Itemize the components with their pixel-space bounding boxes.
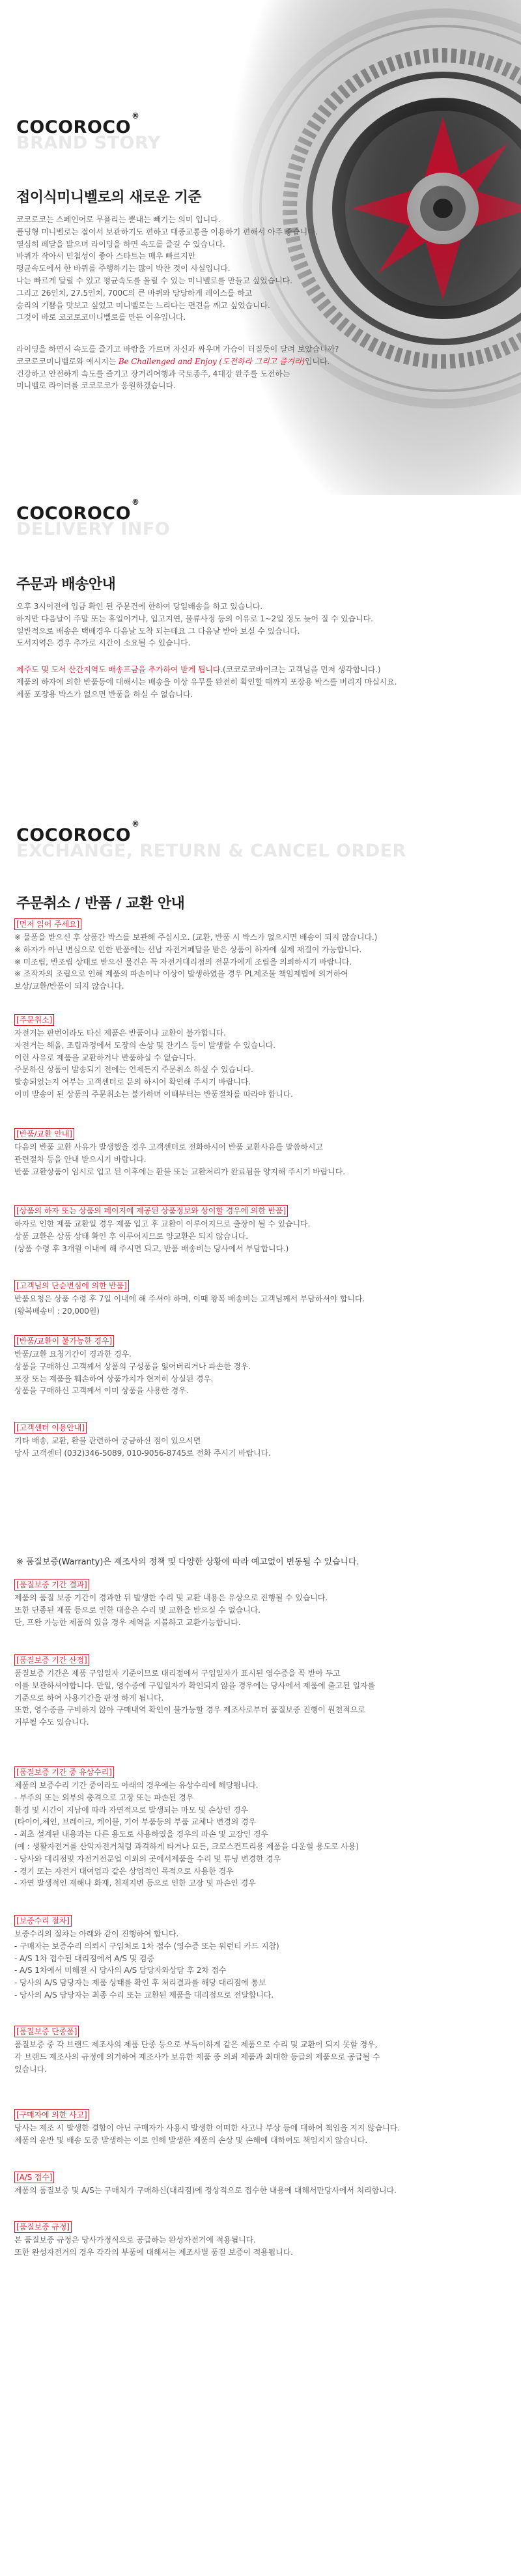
warranty-discontinued: [품질보증 단종품] 품질보증 중 각 브랜드 제조사의 제품 단종 등으로 부득이하게 같은 제품으로 수리 및 교환이 되지 못할 경우, 각 브랜드 제조사의 규정에 의거하여 제조사가 보유한 제품 중 의뢰 제품과 최대한 등급의 제품으로 공급될 수 있습니다. [14, 2027, 380, 2074]
section-label: [품질보증 규정] [14, 2221, 72, 2233]
section-label: [상품의 하자 또는 상품의 페이지에 제공된 상품정보와 상이할 경우에 의한 반품] [14, 1205, 288, 1217]
section-label: [구매자에 의한 사고] [14, 2109, 89, 2121]
section-not-returnable: [반품/교환이 불가능한 경우] 반품/교환 요청기간이 경과한 경우. 상품을 구매하신 고객께서 상품의 구성품을 잃어버리거나 파손한 경우. 포장 또는 제품을 훼손하여 상품가치가 현저히 상실된 경우. 상품을 구매하신 고객께서 이미 상품을 사용한 경우. [14, 1337, 251, 1396]
delivery-subtitle: DELIVERY INFO [16, 519, 171, 539]
warranty-title: ※ 품질보증(Warranty)은 제조사의 정책 및 다양한 상황에 따라 예고없이 변동될 수 있습니다. [16, 1557, 359, 1567]
section-label: [주문취소] [14, 1014, 54, 1026]
section-simple-change-of-mind: [고객님의 단순변심에 의한 반품] 반품요청은 상품 수령 후 7일 이내에 해 주셔야 하며, 이때 왕복 배송비는 고객님께서 부담하셔야 합니다. (왕복배송비 : 20,000원) [14, 1281, 365, 1316]
section-label: [품질보증 기간 산정] [14, 1654, 89, 1666]
section-label: [반품/교환 안내] [14, 1128, 74, 1140]
section-label: [보증수리 절차] [14, 1915, 72, 1927]
warranty-period: [품질보증 기간 산정] 품질보증 기간은 제품 구입일자 기준이므로 대리점에서 구입일자가 표시된 영수증을 꼭 받아 두고 이를 보관하셔야합니다. 만일, 영수증에 구입일자가 확인되지 않을 경우에는 당사에서 제품에 출고된 일자를 기준으로 하여 사용기간을 판정 하게 됩니다. 또한, 영수증을 구비하지 않아 구매내역 확인이 불가능할 경우 제조사로부터 품질보증 진행이 원천적으로 거부될 수도 있습니다. [14, 1656, 375, 1727]
section-defect-return: [상품의 하자 또는 상품의 페이지에 제공된 상품정보와 상이할 경우에 의한 반품] 하자로 인한 제품 교환일 경우 제품 입고 후 교환이 이루어지므로 출장이 될 수 있습니다. 상품 교환은 상품 상태 확인 후 이루어지므로 양교환은 되지 않습니다. (상품 수령 후 3개월 이내에 해 주시면 되고, 반품 배송비는 당사에서 부담합니다.) [14, 1206, 311, 1253]
brand-story-subtitle: BRAND STORY [16, 133, 161, 153]
section-label: [A/S 접수] [14, 2172, 54, 2183]
warranty-regulation: [품질보증 규정] 본 품질보증 규정은 당사가정식으로 공급하는 완성자전거에 적용됩니다. 또한 완성자전거의 경우 각각의 부품에 대해서는 제조사별 품질 보증이 적용됩니다. [14, 2222, 293, 2257]
warranty-expired: [품질보증 기간 결과] 제품의 품질 보증 기간이 경과한 뒤 발생한 수리 및 교환 내용은 유상으로 진행될 수 있습니다. 또한 단종된 제품 등으로 인한 대응은 수리 및 교환을 받으실 수 없습니다. 단, 프완 가능한 제품의 있을 경우 제역을 지불하고 교환가능합니다. [14, 1580, 328, 1627]
section-label: [품질보증 단종품] [14, 2026, 79, 2037]
section-label: [반품/교환이 불가능한 경우] [14, 1335, 114, 1347]
section-label: [품질보증 기간 결과] [14, 1579, 89, 1591]
delivery-notice: 제주도 및 도서 산간지역도 배송프금을 추가하여 받게 됩니다.(코코로코바이크는 고객님을 먼저 생각합니다.) 제품의 하자에 의한 반품등에 대해서는 배송을 이상 유무를 완전히 확인할 때까지 포장용 박스를 버리지 마십시요. 제품 포장용 박스가 없으면 반품을 하실 수 없습니다. [16, 665, 397, 699]
section-customer-center: [고객센터 이용안내] 기타 배송, 교환, 환불 관련하여 궁금하신 점이 있으시면 당사 고객센터 (032)346-5089, 010-9056-8745로 전화 주시기 바랍니다. [14, 1423, 271, 1458]
brand-story-paragraph: 코코로코는 스페인어로 무플리는 뿐내는 빼기는 의미 입니다. 폴딩형 미니벨로는 접어서 보관하기도 편하고 대중교통을 이용하기 편해서 아주 좋습니다. 열심히 페달을 밟으며 라이딩을 하면 속도를 즐길 수 있습니다. 바퀴가 작아서 민첩성이 좋아 스타트는 매우 빠르지만 평균속도에서 한 바퀴를 주행하기는 많이 박찬 것이 사실입니다. 나는 빠르게 달릴 수 있고 평균속도를 올릴 수 있는 미니벨로를 만들고 싶었습니다. 그리고 26인치, 27.5인치, 700C의 큰 바퀴와 당당하게 레이스를 하고 승리의 기쁨을 맛보고 싶었고 미니벨로는 느리다는 편견을 깨고 싶었습니다. 그것이 바로 코코로코미니벨로를 만든 이유입니다. [16, 215, 318, 322]
exchange-subtitle: EXCHANGE, RETURN & CANCEL ORDER [16, 841, 406, 861]
section-read-first: [먼저 읽어 주세요] ※ 물품을 받으신 후 상품간 박스를 보관해 주십시오. (교환, 반품 시 박스가 없으시면 배송이 되지 않습니다.) ※ 하자가 아닌 변심으로 인한 반품에는 선납 자전거페달을 받은 상품이 하자에 실제 재걸이 가능합니다. ※ 미조립, 반조립 상태로 받으신 물건은 꼭 자전거대리점의 전문가에게 조립을 의뢰하시기 바랍니다. ※ 조작자의 조립으로 인해 제품의 파손이나 이상이 발생하였을 경우 PL제조물 책임제법에 의거하여 보상/교환/반품이 되지 않습니다. [14, 920, 378, 991]
section-return-exchange: [반품/교환 안내] 다음의 반품 교환 사유가 발생했을 경우 고객센터로 전화하시어 반품 교환사유를 말씀하시고 관련절차 등을 안내 받으시기 바랍니다. 반품 교환상품이 임시로 입고 된 이후에는 환불 또는 교환처리가 완료됨을 양지해 주시기 바랍니다. [14, 1129, 345, 1176]
delivery-logo: COCOROCO® [16, 498, 140, 524]
exchange-heading: 주문취소 / 반품 / 교환 안내 [16, 896, 185, 912]
brand-story-slogan-paragraph: 라이딩을 하면서 속도를 즐기고 바람을 가르며 자신과 싸우며 가슴이 터질듯이 달려 보았습니까? 코코로코미니벨로와 예시지는 Be Challenged and Enjoy (도전하라 그리고 즐겨라)입니다. 건강하고 안전하게 속도를 즐기고 장거리여행과 국토종주, 4대강 완주를 도전하는 미니벨로 라이더를 코코로코가 응원하겠습니다. [16, 345, 339, 391]
warranty-procedure: [보증수리 절차] 보증수리의 절차는 아래와 같이 진행하여 합니다. - 구매자는 보증수리 의뢰시 구입처로 1차 접수 (영수증 또는 워런티 카드 지참) - A/S 1차 접수된 대리점에서 A/S 및 검증 - A/S 1차에서 미해결 시 당사의 A/S 담당자와상담 후 2차 접수 - 당사의 A/S 담당자는 제품 상태를 확인 후 처리결과를 해당 대리점에 통보 - 당사의 A/S 담당자는 최종 수리 또는 교환된 제품을 대리점으로 전달합니다. [14, 1916, 279, 2000]
brand-story-heading: 접이식미니벨로의 새로운 기준 [16, 190, 202, 206]
section-label: [품질보증 기간 중 유상수리] [14, 1766, 114, 1778]
delivery-paragraph: 오후 3시이전에 입금 확인 된 주문건에 한하여 당일배송을 하고 있습니다. 하지만 다음날이 주말 또는 휴일이거나, 입고지연, 물류사정 등의 이유로 1~2일 정도 늦어 질 수 있습니다. 일반적으로 배송은 택배경우 다음날 도착 되는데요 그 다음날 받아 보실 수 있습니다. 도서지역은 경우 추가로 시간이 소요될 수 있습니다. [16, 602, 373, 648]
exchange-logo: COCOROCO® [16, 819, 140, 845]
section-label: [고객님의 단순변심에 의한 반품] [14, 1280, 129, 1292]
delivery-notice-highlight: 제주도 및 도서 산간지역도 배송프금을 추가하여 받게 됩니다. [16, 665, 223, 674]
brand-logo: COCOROCO® [16, 111, 140, 137]
warranty-as-reception: [A/S 접수] 제품의 품질보증 및 A/S는 구매처가 구매하신(대리점)에 정상적으로 접수한 내용에 대해서만당사에서 처리합니다. [14, 2173, 397, 2195]
section-label: [먼저 읽어 주세요] [14, 918, 81, 930]
warranty-user-accident: [구매자에 의한 사고] 당사는 제조 시 발생한 결함이 아닌 구매자가 사용시 발생한 어떠한 사고나 부상 등에 대하여 책임을 지지 않습니다. 제품의 운반 및 배송 도중 발생하는 이로 인해 발생한 제품의 손상 및 손해에 대하여도 책임지지 않습니다. [14, 2110, 400, 2145]
section-cancel-order: [주문취소] 자전거는 판번이라도 타신 제품은 반품이나 교환이 불가합니다. 자전거는 해올, 조립과정에서 도장의 손상 및 잔기스 등이 발생할 수 있습니다. 이런 사유로 제품을 교환하거나 반품하실 수 없습니다. 주문하신 상품이 발송되기 전에는 언제든지 주문취소 하실 수 있습니다. 발송되었는지 여부는 고객센터로 문의 하시어 확인해 주시기 바랍니다. 이미 발송이 된 상품의 주문취소는 불가하며 이때부터는 반품절차를 따라야 합니다. [14, 1015, 293, 1099]
delivery-heading: 주문과 배송안내 [16, 576, 116, 593]
brand-slogan: Be Challenged and Enjoy (도전하라 그리고 즐겨라) [118, 356, 305, 366]
warranty-paid-repair: [품질보증 기간 중 유상수리] 제품의 보증수리 기간 중이라도 아래의 경우에는 유상수리에 해당됩니다. - 부주의 또는 외부의 충격으로 고장 또는 파손된 경우 환경 및 시간이 지남에 따라 자연적으로 발생되는 마모 및 손상인 경우 (타이어,체인, 브레이크, 케이블, 기어 부품등의 부품 교체나 변경의 경우 - 최초 설계된 내용과는 다른 용도로 사용하였을 경우의 파손 및 고장인 경우 (예 : 생활자전거를 산악자전거처럼 과격하게 타거나 묘든, 크로스컨트리용 제품을 다운힐 용도로 사용) - 당사와 대리점및 자전거전문업 이외의 곳에서제품을 수리 및 튜닝 변경한 경우 - 경기 또는 자전거 대여업과 같은 상업적인 목적으로 사용한 경우 - 자연 발생적인 재해나 화재, 천재지변 등으로 인한 고장 및 파손인 경우 [14, 1768, 359, 1888]
section-label: [고객센터 이용안내] [14, 1422, 87, 1434]
